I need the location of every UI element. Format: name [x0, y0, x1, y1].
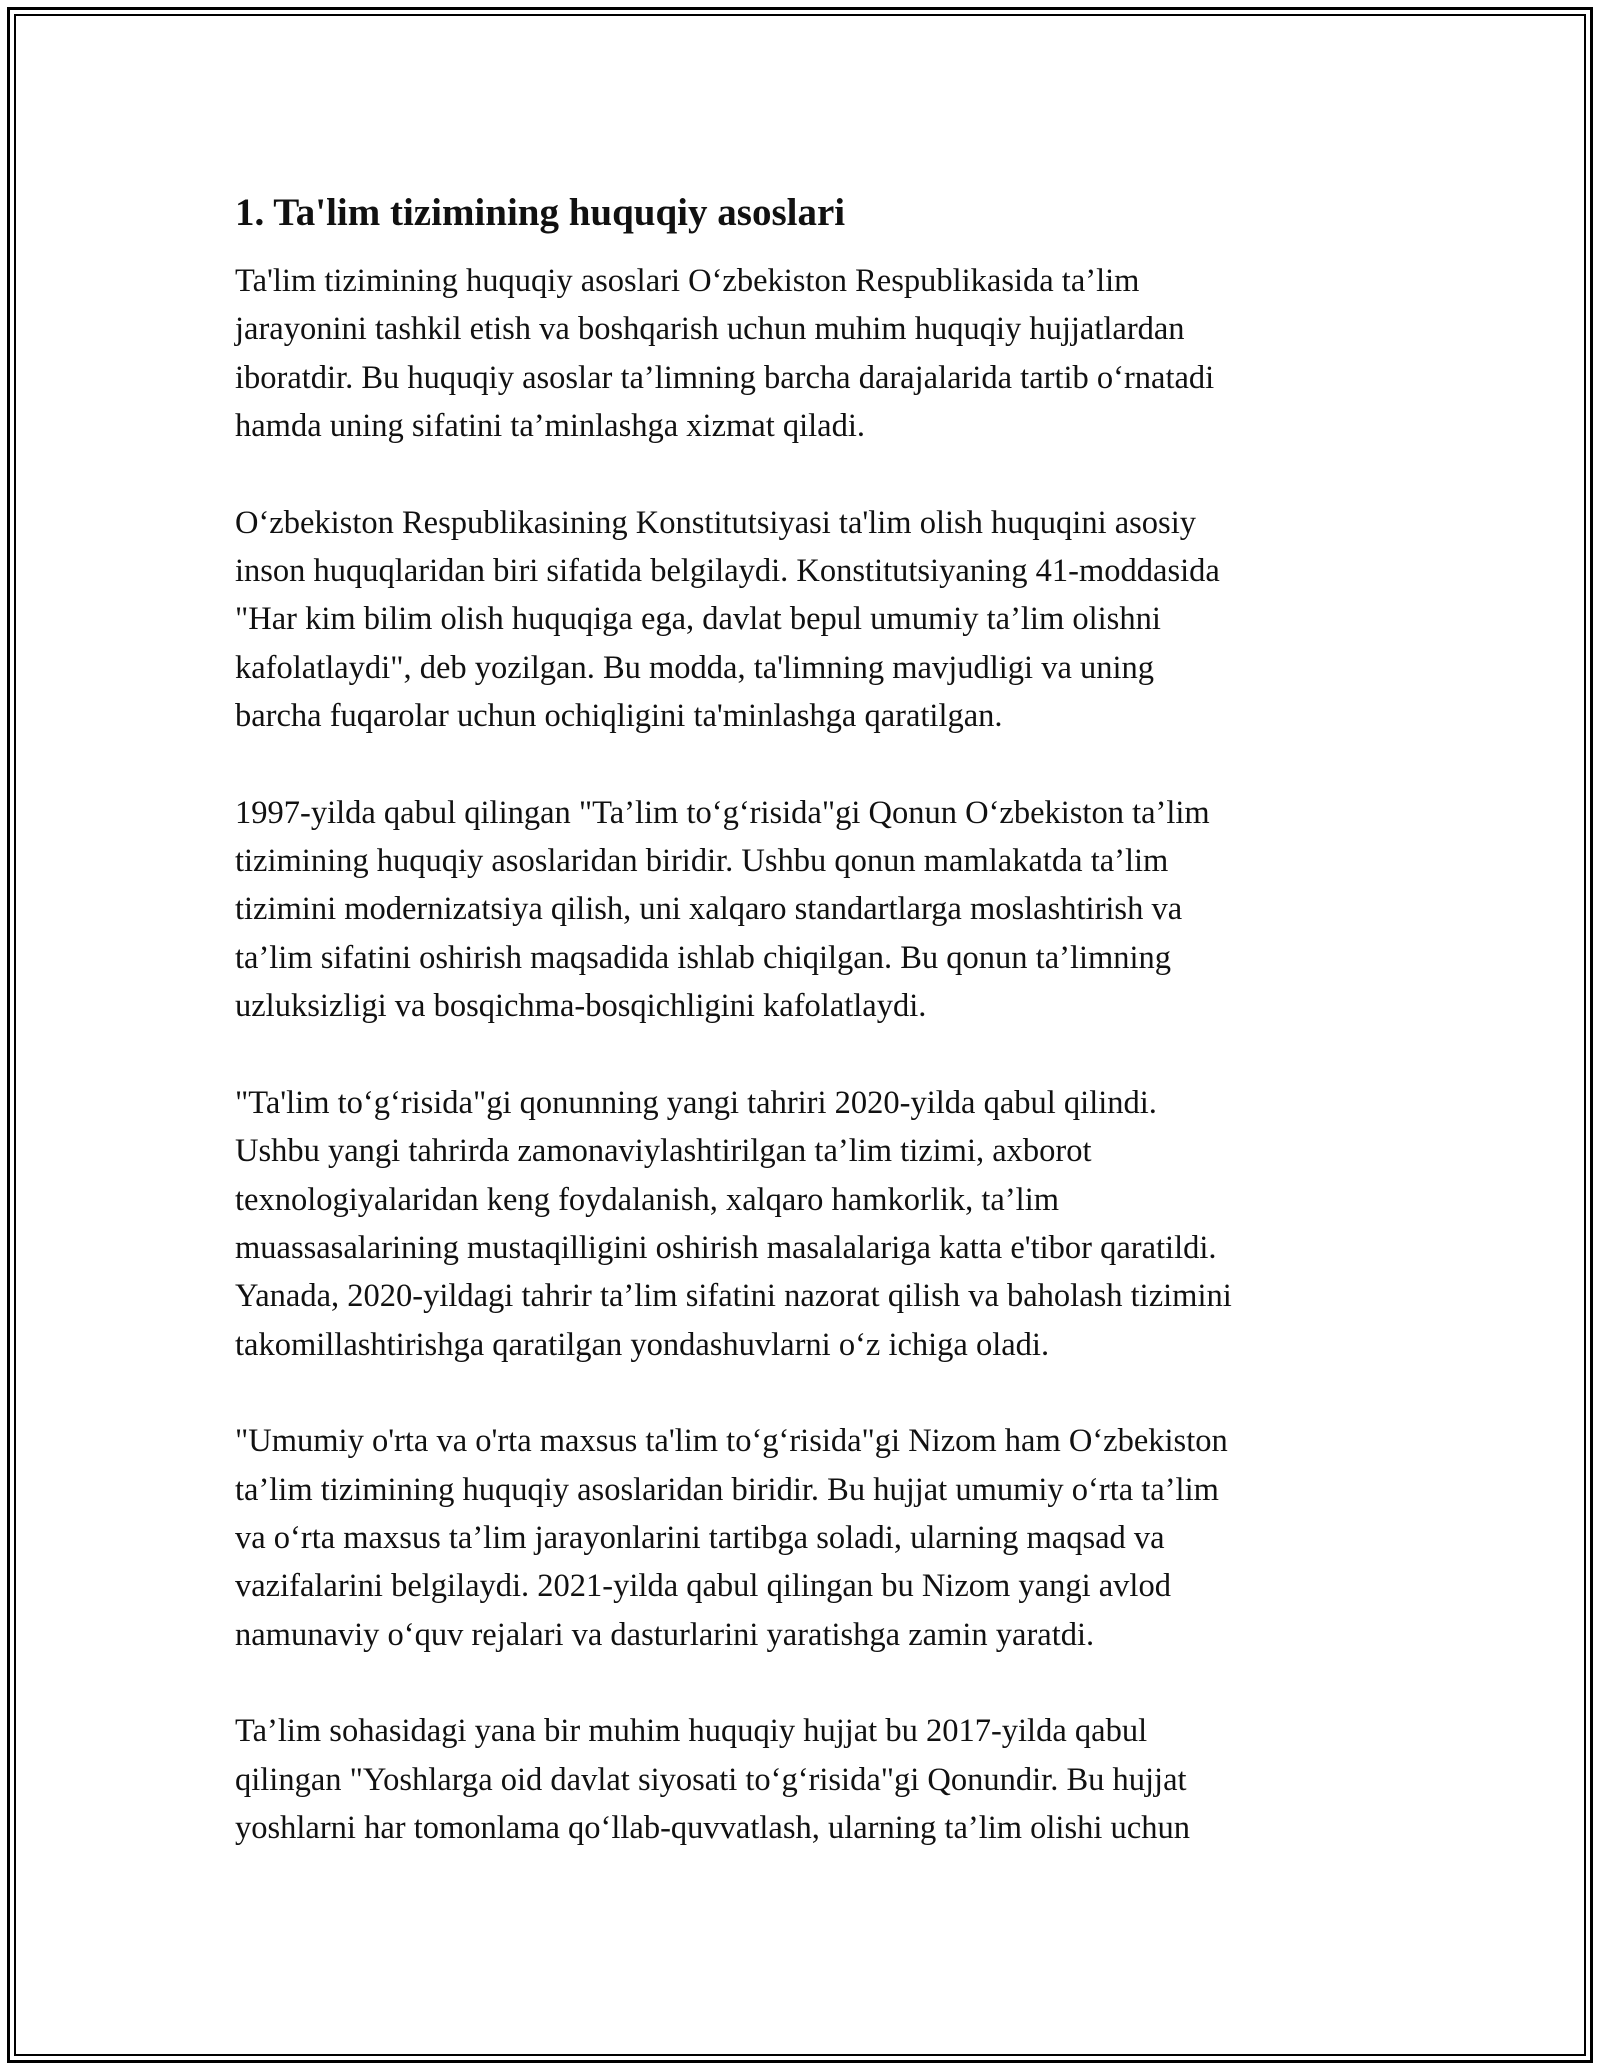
text-line: "Har kim bilim olish huquqiga ega, davlat bepul umumiy ta’lim olishni: [235, 601, 1161, 638]
text-line: takomillashtirishga qaratilgan yondashuvlarni o‘z ichiga oladi.: [235, 1326, 1050, 1363]
paragraph-6: [235, 1707, 1375, 1852]
text-line: texnologiyalaridan keng foydalanish, xalqaro hamkorlik, ta’lim: [235, 1181, 1060, 1218]
text-line: ta’lim tizimining huquqiy asoslaridan biridir. Bu hujjat umumiy o‘rta ta’lim: [235, 1471, 1219, 1508]
text-line: Ta'lim tizimining huquqiy asoslari O‘zbekiston Respublikasida ta’lim: [235, 263, 1140, 299]
text-line: tizimining huquqiy asoslaridan biridir. Ushbu qonun mamlakatda ta’lim: [235, 843, 1169, 880]
text-line: yoshlarni har tomonlama qo‘llab-quvvatlash, ularning ta’lim olishi uchun: [235, 1809, 1190, 1846]
text-line: 1997-yilda qabul qilingan "Ta’lim to‘g‘risida"gi Qonun O‘zbekiston ta’lim: [235, 794, 1210, 831]
text-line: tizimini modernizatsiya qilish, uni xalqaro standartlarga moslashtirish va: [235, 891, 1183, 928]
text-line: namunaviy o‘quv rejalari va dasturlarini yaratishga zamin yaratdi.: [235, 1616, 1095, 1653]
text-line: "Umumiy o'rta va o'rta maxsus ta'lim to‘g‘risida"gi Nizom ham O‘zbekiston: [235, 1423, 1228, 1460]
text-line: hamda uning sifatini ta’minlashga xizmat qiladi.: [235, 408, 865, 445]
text-line: Ushbu yangi tahrirda zamonaviylashtirilgan ta’lim tizimi, axborot: [235, 1133, 1092, 1170]
text-line: jarayonini tashkil etish va boshqarish uchun muhim huquqiy hujjatlardan: [235, 311, 1185, 348]
text-line: va o‘rta maxsus ta’lim jarayonlarini tartibga soladi, ularning maqsad va: [235, 1519, 1165, 1556]
text-line: vazifalarini belgilaydi. 2021-yilda qabul qilingan bu Nizom yangi avlod: [235, 1568, 1171, 1605]
text-line: muassasalarining mustaqilligini oshirish masalalariga katta e'tibor qaratildi.: [235, 1229, 1217, 1266]
paragraph-4: [235, 1079, 1375, 1369]
text-line: barcha fuqarolar uchun ochiqligini ta'minlashga qaratilgan.: [235, 698, 1003, 735]
text-line: ta’lim sifatini oshirish maqsadida ishlab chiqilgan. Bu qonun ta’limning: [235, 939, 1172, 976]
text-line: uzluksizligi va bosqichma-bosqichligini kafolatlaydi.: [235, 988, 927, 1025]
text-line: qilingan "Yoshlarga oid davlat siyosati to‘g‘risida"gi Qonundir. Bu hujjat: [235, 1761, 1187, 1798]
paragraph-2: [235, 499, 1375, 741]
text-line: "Ta'lim to‘g‘risida"gi qonunning yangi tahriri 2020-yilda qabul qilindi.: [235, 1084, 1157, 1121]
text-line: Yanada, 2020-yildagi tahrir ta’lim sifatini nazorat qilish va baholash tizimini: [235, 1278, 1232, 1315]
section-heading: 1. Ta'lim tizimining huquqiy asoslari: [235, 191, 846, 234]
text-line: inson huquqlaridan biri sifatida belgilaydi. Konstitutsiyaning 41-moddasida: [235, 553, 1220, 590]
text-line: kafolatlaydi", deb yozilgan. Bu modda, ta'limning mavjudligi va uning: [235, 649, 1155, 686]
text-line: O‘zbekiston Respublikasining Konstitutsiyasi ta'lim olish huquqini asosiy: [235, 504, 1196, 541]
paragraph-5: [235, 1417, 1375, 1659]
text-line: Ta’lim sohasidagi yana bir muhim huquqiy hujjat bu 2017-yilda qabul: [235, 1713, 1148, 1750]
paragraph-3: [235, 789, 1375, 1031]
text-line: iboratdir. Bu huquqiy asoslar ta’limning barcha darajalarida tartib o‘rnatadi: [235, 359, 1215, 396]
paragraph-1: [235, 257, 1375, 451]
document-body: [235, 185, 1375, 1900]
